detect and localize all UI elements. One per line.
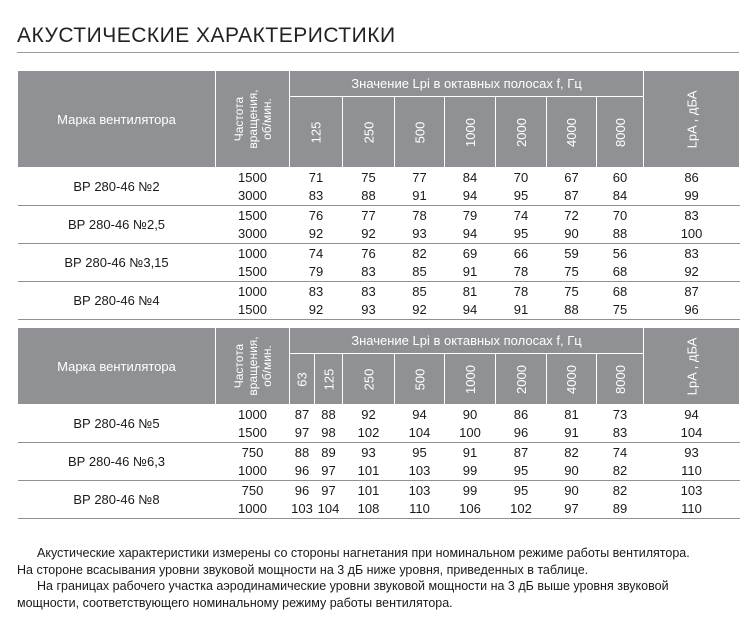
rpm-cell: 1000 xyxy=(216,244,290,263)
table-row xyxy=(18,244,740,263)
value-cell: 67 xyxy=(547,168,597,187)
value-cell: 106 xyxy=(445,500,496,519)
rpm-cell: 1000 xyxy=(216,462,290,481)
value-cell: 93 xyxy=(395,225,445,244)
lpa-cell: 92 xyxy=(644,263,740,282)
value-cell: 75 xyxy=(597,301,644,320)
value-cell: 79 xyxy=(445,206,496,225)
freq-header xyxy=(496,354,547,405)
freq-header xyxy=(445,97,496,168)
rpm-cell: 3000 xyxy=(216,187,290,206)
model-cell: ВР 280-46 №5 xyxy=(18,405,216,443)
value-cell: 90 xyxy=(547,225,597,244)
table-row xyxy=(18,405,740,424)
value-cell: 95 xyxy=(496,462,547,481)
freq-header xyxy=(343,354,395,405)
value-cell: 93 xyxy=(343,443,395,462)
model-cell: ВР 280-46 №6,3 xyxy=(18,443,216,481)
value-cell: 94 xyxy=(445,301,496,320)
value-cell: 108 xyxy=(343,500,395,519)
lpa-cell: 100 xyxy=(644,225,740,244)
rpm-cell: 1000 xyxy=(216,282,290,301)
value-cell: 72 xyxy=(547,206,597,225)
value-cell: 69 xyxy=(445,244,496,263)
freq-header xyxy=(547,97,597,168)
rpm-cell: 1500 xyxy=(216,301,290,320)
value-cell: 97 xyxy=(315,481,343,500)
lpa-cell: 110 xyxy=(644,500,740,519)
rpm-cell: 1500 xyxy=(216,263,290,282)
freq-header xyxy=(315,354,343,405)
value-cell: 75 xyxy=(547,263,597,282)
note-line: На границах рабочего участка аэродинамические уровни звуковой мощности на 3 дБ выше уровня звуковой xyxy=(37,579,669,593)
value-cell: 78 xyxy=(395,206,445,225)
freq-label: 4000 xyxy=(563,117,579,147)
value-cell: 74 xyxy=(290,244,343,263)
value-cell: 101 xyxy=(343,481,395,500)
lpa-header-label: LpA , дБА xyxy=(683,337,699,395)
freq-header xyxy=(597,354,644,405)
value-cell: 87 xyxy=(496,443,547,462)
rpm-cell: 3000 xyxy=(216,225,290,244)
value-cell: 91 xyxy=(445,263,496,282)
value-cell: 95 xyxy=(496,187,547,206)
value-cell: 92 xyxy=(290,301,343,320)
value-cell: 104 xyxy=(315,500,343,519)
value-cell: 95 xyxy=(496,225,547,244)
value-cell: 73 xyxy=(597,405,644,424)
value-cell: 92 xyxy=(343,225,395,244)
freq-label: 8000 xyxy=(612,117,628,147)
model-cell: ВР 280-46 №8 xyxy=(18,481,216,519)
value-cell: 100 xyxy=(445,424,496,443)
value-cell: 83 xyxy=(343,282,395,301)
freq-header xyxy=(290,354,315,405)
rpm-header xyxy=(216,328,290,405)
notes xyxy=(17,545,743,611)
value-cell: 66 xyxy=(496,244,547,263)
value-cell: 68 xyxy=(597,263,644,282)
value-cell: 70 xyxy=(496,168,547,187)
table-row xyxy=(18,282,740,301)
value-cell: 81 xyxy=(547,405,597,424)
value-cell: 82 xyxy=(597,462,644,481)
value-cell: 88 xyxy=(343,187,395,206)
value-cell: 99 xyxy=(445,481,496,500)
value-cell: 94 xyxy=(445,187,496,206)
value-cell: 59 xyxy=(547,244,597,263)
rpm-cell: 1500 xyxy=(216,424,290,443)
lpa-cell: 96 xyxy=(644,301,740,320)
freq-label: 125 xyxy=(308,121,324,143)
freq-label: 500 xyxy=(411,121,427,143)
freq-label: 1000 xyxy=(462,117,478,147)
model-cell: ВР 280-46 №2,5 xyxy=(18,206,216,244)
value-cell: 91 xyxy=(395,187,445,206)
value-cell: 85 xyxy=(395,263,445,282)
value-cell: 102 xyxy=(343,424,395,443)
value-cell: 91 xyxy=(547,424,597,443)
freq-label: 2000 xyxy=(513,117,529,147)
lpa-header xyxy=(644,71,740,168)
value-cell: 104 xyxy=(395,424,445,443)
value-cell: 56 xyxy=(597,244,644,263)
value-cell: 68 xyxy=(597,282,644,301)
value-cell: 89 xyxy=(315,443,343,462)
acoustic-table-2 xyxy=(17,327,740,519)
value-cell: 78 xyxy=(496,282,547,301)
value-cell: 97 xyxy=(547,500,597,519)
lpa-cell: 94 xyxy=(644,405,740,424)
freq-label: 2000 xyxy=(513,364,529,394)
value-cell: 83 xyxy=(290,187,343,206)
table-row xyxy=(18,206,740,225)
value-cell: 88 xyxy=(315,405,343,424)
freq-header xyxy=(597,97,644,168)
value-cell: 78 xyxy=(496,263,547,282)
value-cell: 95 xyxy=(496,481,547,500)
lpa-cell: 103 xyxy=(644,481,740,500)
value-cell: 92 xyxy=(343,405,395,424)
page-title: АКУСТИЧЕСКИЕ ХАРАКТЕРИСТИКИ xyxy=(17,24,396,47)
value-cell: 79 xyxy=(290,263,343,282)
value-cell: 94 xyxy=(445,225,496,244)
value-cell: 83 xyxy=(343,263,395,282)
model-cell: ВР 280-46 №3,15 xyxy=(18,244,216,282)
lpa-cell: 104 xyxy=(644,424,740,443)
lpa-cell: 83 xyxy=(644,244,740,263)
value-cell: 76 xyxy=(290,206,343,225)
rpm-cell: 750 xyxy=(216,443,290,462)
rpm-cell: 1000 xyxy=(216,500,290,519)
value-cell: 93 xyxy=(343,301,395,320)
table-row xyxy=(18,168,740,187)
freq-label: 4000 xyxy=(563,364,579,394)
value-cell: 75 xyxy=(343,168,395,187)
value-cell: 88 xyxy=(547,301,597,320)
value-cell: 102 xyxy=(496,500,547,519)
table-row xyxy=(18,481,740,500)
freq-label: 250 xyxy=(360,368,376,390)
freq-header xyxy=(547,354,597,405)
rpm-cell: 1500 xyxy=(216,168,290,187)
model-cell: ВР 280-46 №4 xyxy=(18,282,216,320)
value-cell: 97 xyxy=(290,424,315,443)
value-cell: 90 xyxy=(547,481,597,500)
value-cell: 77 xyxy=(343,206,395,225)
freq-label: 250 xyxy=(360,121,376,143)
lpa-cell: 87 xyxy=(644,282,740,301)
value-cell: 91 xyxy=(445,443,496,462)
value-cell: 83 xyxy=(290,282,343,301)
value-cell: 85 xyxy=(395,282,445,301)
value-cell: 86 xyxy=(496,405,547,424)
value-cell: 82 xyxy=(395,244,445,263)
value-cell: 81 xyxy=(445,282,496,301)
value-cell: 82 xyxy=(597,481,644,500)
lpi-header: Значение Lpi в октавных полосах f, Гц xyxy=(290,71,644,97)
note-line: Акустические характеристики измерены со стороны нагнетания при номинальном режиме работы вентилятора. xyxy=(37,546,690,560)
value-cell: 71 xyxy=(290,168,343,187)
value-cell: 110 xyxy=(395,500,445,519)
lpa-cell: 83 xyxy=(644,206,740,225)
value-cell: 97 xyxy=(315,462,343,481)
rpm-cell: 750 xyxy=(216,481,290,500)
lpi-header: Значение Lpi в октавных полосах f, Гц xyxy=(290,328,644,354)
model-header: Марка вентилятора xyxy=(18,328,216,405)
freq-label: 125 xyxy=(320,368,336,390)
value-cell: 95 xyxy=(395,443,445,462)
value-cell: 90 xyxy=(445,405,496,424)
value-cell: 77 xyxy=(395,168,445,187)
freq-header xyxy=(395,97,445,168)
note-line: мощности, соответствующего номинальному режиму работы вентилятора. xyxy=(17,595,453,610)
value-cell: 98 xyxy=(315,424,343,443)
freq-header xyxy=(290,97,343,168)
value-cell: 74 xyxy=(496,206,547,225)
rpm-header-label: Частота вращения, об/мин. xyxy=(231,89,274,149)
value-cell: 96 xyxy=(290,481,315,500)
value-cell: 96 xyxy=(496,424,547,443)
model-header: Марка вентилятора xyxy=(18,71,216,168)
freq-header xyxy=(445,354,496,405)
value-cell: 91 xyxy=(496,301,547,320)
value-cell: 96 xyxy=(290,462,315,481)
value-cell: 103 xyxy=(395,481,445,500)
value-cell: 88 xyxy=(597,225,644,244)
freq-header xyxy=(343,97,395,168)
freq-header xyxy=(395,354,445,405)
value-cell: 103 xyxy=(395,462,445,481)
value-cell: 89 xyxy=(597,500,644,519)
value-cell: 83 xyxy=(597,424,644,443)
value-cell: 103 xyxy=(290,500,315,519)
value-cell: 75 xyxy=(547,282,597,301)
freq-header xyxy=(496,97,547,168)
value-cell: 70 xyxy=(597,206,644,225)
acoustic-table-1 xyxy=(17,70,740,320)
lpa-header xyxy=(644,328,740,405)
value-cell: 74 xyxy=(597,443,644,462)
freq-label: 1000 xyxy=(462,364,478,394)
value-cell: 101 xyxy=(343,462,395,481)
note-line: На стороне всасывания уровни звуковой мощности на 3 дБ ниже уровня, приведенных в таблице. xyxy=(17,562,589,577)
lpa-cell: 110 xyxy=(644,462,740,481)
freq-label: 500 xyxy=(411,368,427,390)
rpm-cell: 1000 xyxy=(216,405,290,424)
value-cell: 82 xyxy=(547,443,597,462)
freq-label: 8000 xyxy=(612,364,628,394)
value-cell: 88 xyxy=(290,443,315,462)
value-cell: 90 xyxy=(547,462,597,481)
value-cell: 92 xyxy=(290,225,343,244)
rpm-header-label: Частота вращения, об/мин. xyxy=(231,336,274,396)
value-cell: 92 xyxy=(395,301,445,320)
lpa-header-label: LpA , дБА xyxy=(684,90,700,148)
lpa-cell: 93 xyxy=(644,443,740,462)
value-cell: 94 xyxy=(395,405,445,424)
table-row xyxy=(18,443,740,462)
lpa-cell: 99 xyxy=(644,187,740,206)
value-cell: 60 xyxy=(597,168,644,187)
value-cell: 87 xyxy=(547,187,597,206)
rpm-cell: 1500 xyxy=(216,206,290,225)
value-cell: 87 xyxy=(290,405,315,424)
title-divider xyxy=(17,52,739,53)
value-cell: 84 xyxy=(445,168,496,187)
freq-label: 63 xyxy=(294,371,310,387)
value-cell: 84 xyxy=(597,187,644,206)
value-cell: 99 xyxy=(445,462,496,481)
model-cell: ВР 280-46 №2 xyxy=(18,168,216,206)
value-cell: 76 xyxy=(343,244,395,263)
lpa-cell: 86 xyxy=(644,168,740,187)
rpm-header xyxy=(216,71,290,168)
